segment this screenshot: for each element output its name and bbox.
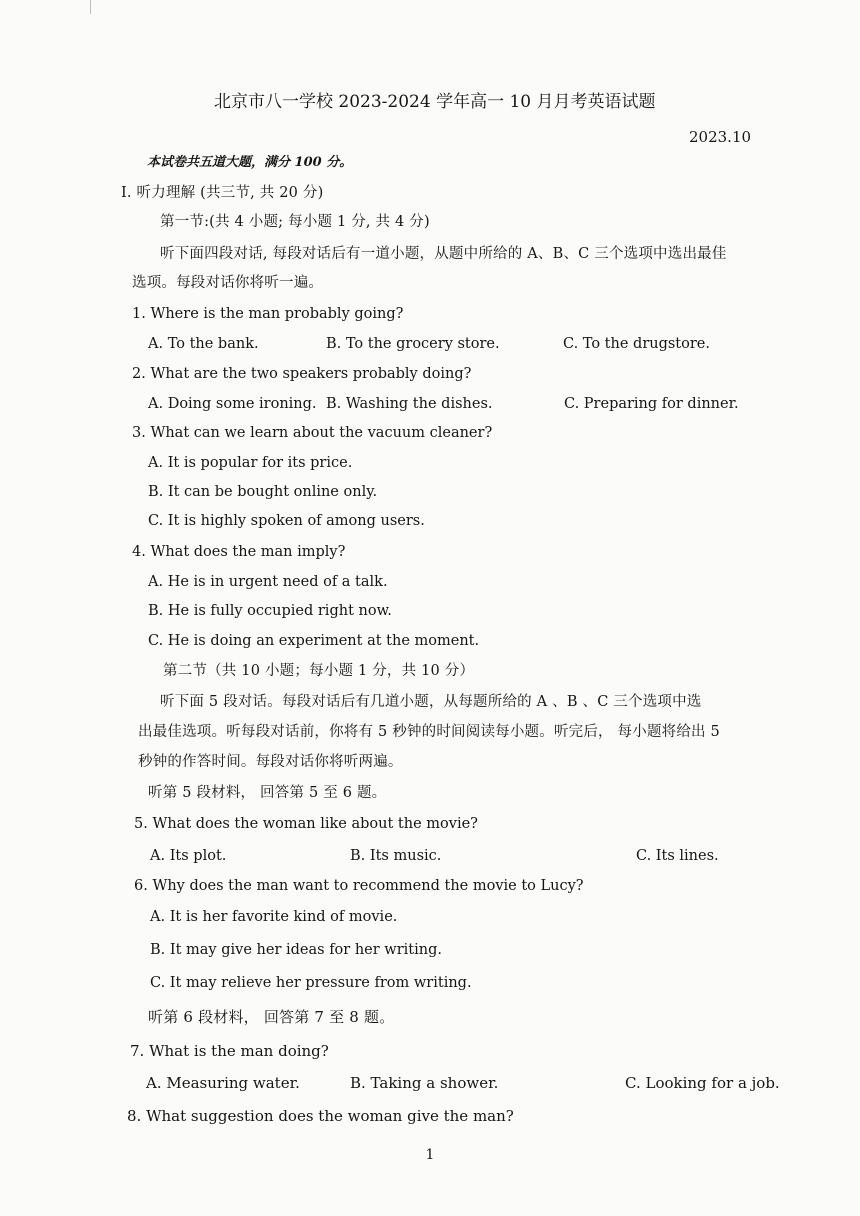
material-note: 听第 5 段材料， 回答第 5 至 6 题。	[148, 785, 387, 801]
part2-heading: 第二节（共 10 小题；每小题 1 分，共 10 分）	[163, 663, 475, 679]
option-c: C. It may relieve her pressure from writing.	[150, 975, 472, 991]
question-8: 8. What suggestion does the woman give the man?	[127, 1107, 514, 1125]
option-a: A. He is in urgent need of a talk.	[148, 574, 388, 590]
exam-date: 2023.10	[689, 128, 752, 146]
option-c: C. It is highly spoken of among users.	[148, 513, 425, 529]
scan-artifact	[90, 0, 91, 14]
option-b: B. He is fully occupied right now.	[148, 603, 392, 619]
question-6: 6. Why does the man want to recommend the movie to Lucy?	[134, 878, 584, 894]
option-c: C. Preparing for dinner.	[564, 396, 739, 412]
option-a: A. Measuring water.	[146, 1074, 300, 1092]
option-b: B. Taking a shower.	[350, 1074, 499, 1092]
part1-heading: 第一节:(共 4 小题; 每小题 1 分, 共 4 分)	[160, 214, 430, 230]
option-a: A. Its plot.	[150, 848, 227, 864]
part2-instruction: 秒钟的作答时间。每段对话你将听两遍。	[138, 754, 403, 770]
option-c: C. Its lines.	[636, 848, 719, 864]
question-1: 1. Where is the man probably going?	[132, 306, 404, 322]
option-b: B. Washing the dishes.	[326, 396, 493, 412]
part1-instruction: 选项。每段对话你将听一遍。	[132, 275, 324, 291]
option-c: C. He is doing an experiment at the moment.	[148, 633, 480, 649]
option-b: B. It can be bought online only.	[148, 484, 378, 500]
page-number: 1	[425, 1147, 435, 1163]
question-2: 2. What are the two speakers probably doing?	[132, 366, 472, 382]
question-7: 7. What is the man doing?	[130, 1042, 329, 1060]
exam-intro: 本试卷共五道大题，满分 100 分。	[147, 155, 353, 170]
option-a: A. To the bank.	[148, 336, 259, 352]
option-a: A. It is her favorite kind of movie.	[150, 909, 398, 925]
option-a: A. Doing some ironing.	[148, 396, 317, 412]
part2-instruction: 出最佳选项。听每段对话前，你将有 5 秒钟的时间阅读每小题。听完后， 每小题将给出 5	[138, 724, 720, 740]
exam-title: 北京市八一学校 2023-2024 学年高一 10 月月考英语试题	[214, 92, 656, 112]
question-5: 5. What does the woman like about the movie?	[134, 816, 478, 832]
material-note: 听第 6 段材料， 回答第 7 至 8 题。	[148, 1008, 395, 1026]
option-b: B. To the grocery store.	[326, 336, 500, 352]
option-b: B. Its music.	[350, 848, 442, 864]
option-b: B. It may give her ideas for her writing.	[150, 942, 442, 958]
question-4: 4. What does the man imply?	[132, 544, 346, 560]
option-a: A. It is popular for its price.	[148, 455, 353, 471]
option-c: C. To the drugstore.	[563, 336, 710, 352]
part2-instruction: 听下面 5 段对话。每段对话后有几道小题，从每题所给的 A 、B 、C 三个选项中选	[160, 694, 702, 710]
question-3: 3. What can we learn about the vacuum cleaner?	[132, 425, 493, 441]
option-c: C. Looking for a job.	[625, 1074, 780, 1092]
part1-instruction: 听下面四段对话, 每段对话后有一道小题，从题中所给的 A、B、C 三个选项中选出最佳	[160, 246, 727, 262]
section-heading: I. 听力理解 (共三节, 共 20 分)	[121, 185, 324, 201]
